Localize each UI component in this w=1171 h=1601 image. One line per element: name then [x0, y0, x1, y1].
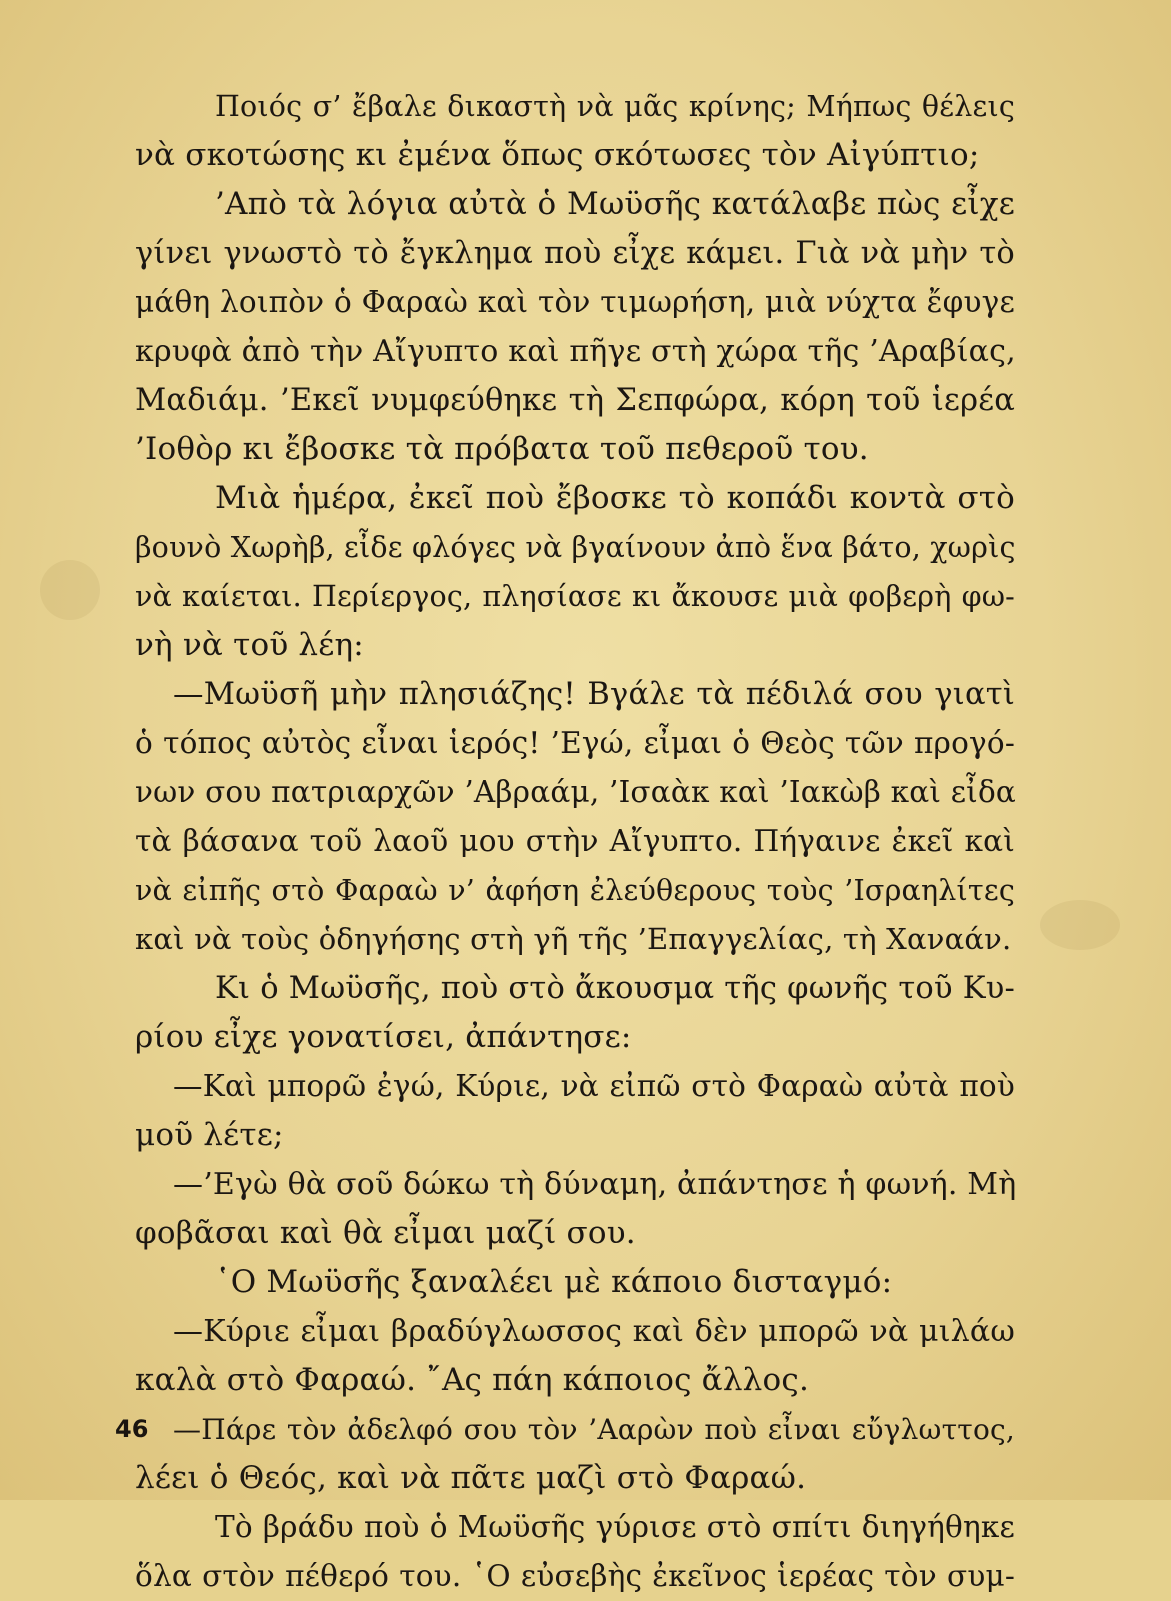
text-line: νων σου πατριαρχῶν ’Αβραάμ, ’Ισαὰκ καὶ ’Ιακὼβ καὶ εἶδα — [135, 775, 1017, 809]
page-body-text — [135, 82, 1015, 1601]
text-line: λέει ὁ Θεός, καὶ νὰ πᾶτε μαζὶ στὸ Φαραώ. — [135, 1460, 807, 1496]
text-line: μάθη λοιπὸν ὁ Φαραὼ καὶ τὸν τιμωρήση, μιὰ νύχτα ἔφυγε — [135, 285, 1015, 319]
text-line: φοβᾶσαι καὶ θὰ εἶμαι μαζί σου. — [135, 1215, 636, 1251]
text-line: ’Ιοθὸρ κι ἔβοσκε τὰ πρόβατα τοῦ πεθεροῦ του. — [135, 431, 869, 467]
text-line: Μιὰ ἡμέρα, ἐκεῖ ποὺ ἔβοσκε τὸ κοπάδι κοντὰ στὸ — [215, 480, 1015, 516]
text-line: ὅλα στὸν πέθερό του. ῾Ο εὐσεβὴς ἐκεῖνος ἱερέας τὸν συμ- — [135, 1559, 1015, 1593]
text-line: τὰ βάσανα τοῦ λαοῦ μου στὴν Αἴγυπτο. Πήγαινε ἐκεῖ καὶ — [135, 824, 1015, 858]
text-line: —Πάρε τὸν ἀδελφό σου τὸν ’Ααρὼν ποὺ εἶναι εὔγλωττος, — [173, 1413, 1015, 1446]
text-line: —’Εγὼ θὰ σοῦ δώκω τὴ δύναμη, ἀπάντησε ἡ φωνή. Μὴ — [173, 1167, 1017, 1202]
text-line: —Κύριε εἶμαι βραδύγλωσσος καὶ δὲν μπορῶ νὰ μιλάω — [173, 1314, 1015, 1349]
text-line: νὰ σκοτώσης κι ἐμένα ὅπως σκότωσες τὸν Αἰγύπτιο; — [135, 137, 980, 173]
text-line: νὴ νὰ τοῦ λέη: — [135, 627, 364, 663]
text-line: νὰ καίεται. Περίεργος, πλησίασε κι ἄκουσε μιὰ φοβερὴ φω- — [135, 580, 1015, 613]
text-line: βουνὸ Χωρὴβ, εἶδε φλόγες νὰ βγαίνουν ἀπὸ ἕνα βάτο, χωρὶς — [135, 531, 1016, 564]
text-line: Μαδιάμ. ’Εκεῖ νυμφεύθηκε τὴ Σεπφώρα, κόρη τοῦ ἱερέα — [135, 383, 1015, 418]
paper-stain — [1040, 900, 1120, 950]
text-line: κρυφὰ ἀπὸ τὴν Αἴγυπτο καὶ πῆγε στὴ χώρα τῆς ’Αραβίας, — [135, 334, 1016, 369]
text-line: γίνει γνωστὸ τὸ ἔγκλημα ποὺ εἶχε κάμει. Γιὰ νὰ μὴν τὸ — [135, 236, 1015, 271]
text-line: ῾Ο Μωϋσῆς ξαναλέει μὲ κάποιο δισταγμό: — [215, 1264, 893, 1300]
text-line: ὁ τόπος αὐτὸς εἶναι ἱερός! ’Εγώ, εἶμαι ὁ Θεὸς τῶν προγό- — [135, 726, 1015, 760]
text-line: —Μωϋσῆ μὴν πλησιάζης! Βγάλε τὰ πέδιλά σου γιατὶ — [173, 677, 1015, 712]
text-line: Τὸ βράδυ ποὺ ὁ Μωϋσῆς γύρισε στὸ σπίτι διηγήθηκε — [215, 1510, 1015, 1544]
paper-stain — [40, 560, 100, 620]
text-line: ρίου εἶχε γονατίσει, ἀπάντησε: — [135, 1019, 632, 1055]
text-line: ’Απὸ τὰ λόγια αὐτὰ ὁ Μωϋσῆς κατάλαβε πὼς εἶχε — [215, 186, 1015, 222]
text-line: Κι ὁ Μωϋσῆς, ποὺ στὸ ἄκουσμα τῆς φωνῆς τοῦ Κυ- — [215, 971, 1015, 1006]
page-number: 46 — [115, 1415, 149, 1443]
text-line: —Καὶ μπορῶ ἐγώ, Κύριε, νὰ εἰπῶ στὸ Φαραὼ αὐτὰ ποὺ — [173, 1069, 1015, 1103]
text-line: Ποιός σ’ ἔβαλε δικαστὴ νὰ μᾶς κρίνης; Μήπως θέλεις — [215, 90, 1015, 123]
text-line: καὶ νὰ τοὺς ὁδηγήσης στὴ γῆ τῆς ’Επαγγελίας, τὴ Χαναάν. — [135, 922, 1012, 956]
text-line: μοῦ λέτε; — [135, 1117, 284, 1153]
text-line: νὰ εἰπῆς στὸ Φαραὼ ν’ ἀφήση ἐλεύθερους τοὺς ’Ισραηλίτες — [135, 874, 1015, 907]
text-line: καλὰ στὸ Φαραώ. ῎Ας πάη κάποιος ἄλλος. — [135, 1362, 809, 1398]
